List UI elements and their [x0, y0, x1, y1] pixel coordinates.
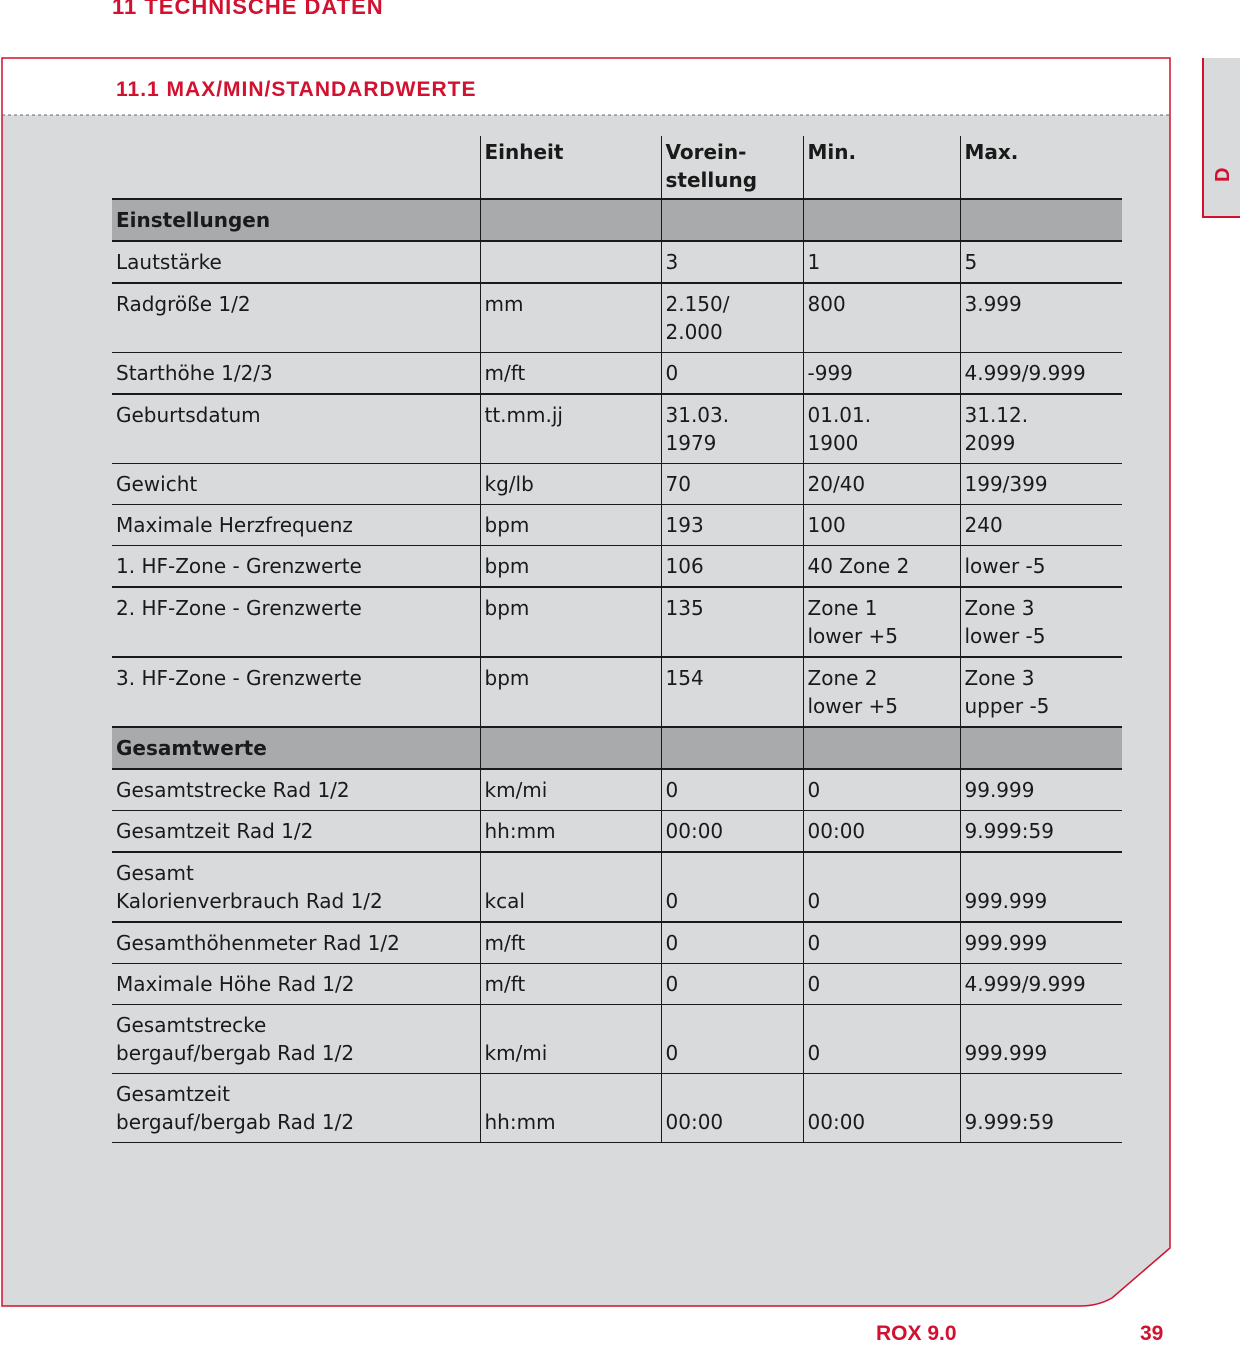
table-row: [112, 283, 1122, 353]
table-cell: Starthöhe 1/2/3: [116, 361, 273, 385]
table-cell: bpm: [484, 666, 530, 690]
table-cell: 4.999/9.999: [964, 361, 1086, 385]
language-tab[interactable]: [1202, 58, 1240, 218]
table-cell: 3.999: [964, 292, 1022, 316]
table-cell: 70: [665, 472, 691, 496]
table-row: [112, 811, 1122, 853]
specs-table: [112, 136, 1122, 1143]
table-cell: 5: [964, 250, 978, 274]
table-cell: lower -5: [964, 554, 1046, 578]
page-number: 39: [1140, 1322, 1164, 1345]
table-cell: Radgröße 1/2: [116, 292, 251, 316]
table-cell: mm: [484, 292, 524, 316]
table-row: [112, 1005, 1122, 1074]
table-row: [112, 852, 1122, 922]
table-cell: 1. HF-Zone - Grenzwerte: [116, 554, 362, 578]
table-cell: km/mi: [484, 1041, 548, 1065]
table-cell: m/ft: [484, 972, 526, 996]
table-cell: 00:00: [665, 819, 724, 843]
table-cell: Gesamthöhenmeter Rad 1/2: [116, 931, 400, 955]
table-cell: 1: [807, 250, 821, 274]
table-cell: 4.999/9.999: [964, 972, 1086, 996]
table-cell: 00:00: [665, 1110, 724, 1134]
table-cell: 0: [665, 972, 679, 996]
table-row: [112, 657, 1122, 727]
table-row: [112, 464, 1122, 505]
table-cell: 999.999: [964, 889, 1048, 913]
table-cell: bpm: [484, 554, 530, 578]
table-cell: Gewicht: [116, 472, 198, 496]
table-row: [112, 922, 1122, 964]
table-row: [112, 241, 1122, 283]
table-cell: kg/lb: [484, 472, 534, 496]
table-cell: 0: [807, 972, 821, 996]
table-cell: 999.999: [964, 931, 1048, 955]
table-cell: 199/399: [964, 472, 1048, 496]
table-cell: 99.999: [964, 778, 1035, 802]
group-title: Einstellungen: [112, 199, 480, 241]
table-cell: 100: [807, 513, 846, 537]
table-cell: 106: [665, 554, 704, 578]
table-cell: 3. HF-Zone - Grenzwerte: [116, 666, 362, 690]
table-cell: 800: [807, 292, 846, 316]
table-cell: Gesamtstrecke bergauf/bergab Rad 1/2: [116, 1013, 355, 1065]
section-title: 11.1 MAX/MIN/STANDARDWERTE: [116, 78, 477, 101]
table-cell: bpm: [484, 513, 530, 537]
table-cell: 0: [665, 931, 679, 955]
table-cell: Zone 2 lower +5: [807, 666, 899, 718]
table-cell: 0: [665, 778, 679, 802]
table-row: [112, 1074, 1122, 1143]
table-cell: 01.01. 1900: [807, 403, 872, 455]
table-cell: 0: [807, 889, 821, 913]
table-row: [112, 964, 1122, 1005]
table-row: [112, 505, 1122, 546]
table-cell: 0: [807, 1041, 821, 1065]
table-cell: Zone 3 upper -5: [964, 666, 1050, 718]
table-cell: hh:mm: [484, 1110, 556, 1134]
table-cell: Maximale Herzfrequenz: [116, 513, 353, 537]
table-cell: 9.999:59: [964, 1110, 1054, 1134]
table-cell: 193: [665, 513, 704, 537]
footer-brand: ROX 9.0: [876, 1322, 957, 1345]
table-cell: Gesamt Kalorienverbrauch Rad 1/2: [116, 861, 383, 913]
table-row: [112, 546, 1122, 588]
table-row: [112, 353, 1122, 395]
table-cell: 135: [665, 596, 704, 620]
table-cell: tt.mm.jj: [484, 403, 563, 427]
table-cell: hh:mm: [484, 819, 556, 843]
table-cell: Gesamtzeit bergauf/bergab Rad 1/2: [116, 1082, 355, 1134]
chapter-title: 11 TECHNISCHE DATEN: [112, 0, 384, 19]
table-cell: 0: [665, 1041, 679, 1065]
table-cell: Gesamtstrecke Rad 1/2: [116, 778, 350, 802]
header-cell: Min.: [803, 136, 960, 199]
table-cell: 31.03. 1979: [665, 403, 730, 455]
table-cell: 20/40: [807, 472, 866, 496]
table-cell: 0: [665, 361, 679, 385]
group-title: Gesamtwerte: [112, 727, 480, 769]
table-cell: Lautstärke: [116, 250, 222, 274]
table-row: [112, 587, 1122, 657]
table-cell: 999.999: [964, 1041, 1048, 1065]
table-cell: Zone 1 lower +5: [807, 596, 899, 648]
table-cell: 0: [665, 889, 679, 913]
table-cell: 0: [807, 931, 821, 955]
table-cell: -999: [807, 361, 853, 385]
group-row: [112, 199, 1122, 241]
table-cell: 31.12. 2099: [964, 403, 1029, 455]
language-tab-label: D: [1212, 167, 1234, 182]
table-row: [112, 769, 1122, 811]
table-cell: Gesamtzeit Rad 1/2: [116, 819, 314, 843]
table-cell: km/mi: [484, 778, 548, 802]
group-row: [112, 727, 1122, 769]
table-row: [112, 394, 1122, 464]
table-cell: 3: [665, 250, 679, 274]
header-cell: Max.: [960, 136, 1122, 199]
table-cell: 154: [665, 666, 704, 690]
table-header-row: [112, 136, 1122, 199]
header-cell: Einheit: [480, 136, 661, 199]
table-cell: 2. HF-Zone - Grenzwerte: [116, 596, 362, 620]
table-cell: 40 Zone 2: [807, 554, 910, 578]
header-cell: Vorein- stellung: [661, 136, 803, 199]
table-cell: 240: [964, 513, 1003, 537]
table-cell: Zone 3 lower -5: [964, 596, 1046, 648]
table-cell: bpm: [484, 596, 530, 620]
header-cell: [112, 136, 480, 199]
table-cell: kcal: [484, 889, 525, 913]
table-cell: m/ft: [484, 931, 526, 955]
table-cell: Geburtsdatum: [116, 403, 261, 427]
table-cell: 2.150/ 2.000: [665, 292, 730, 344]
table-cell: 00:00: [807, 819, 866, 843]
table-cell: 9.999:59: [964, 819, 1054, 843]
table-cell: m/ft: [484, 361, 526, 385]
table-cell: 0: [807, 778, 821, 802]
table-cell: 00:00: [807, 1110, 866, 1134]
table-cell: Maximale Höhe Rad 1/2: [116, 972, 355, 996]
